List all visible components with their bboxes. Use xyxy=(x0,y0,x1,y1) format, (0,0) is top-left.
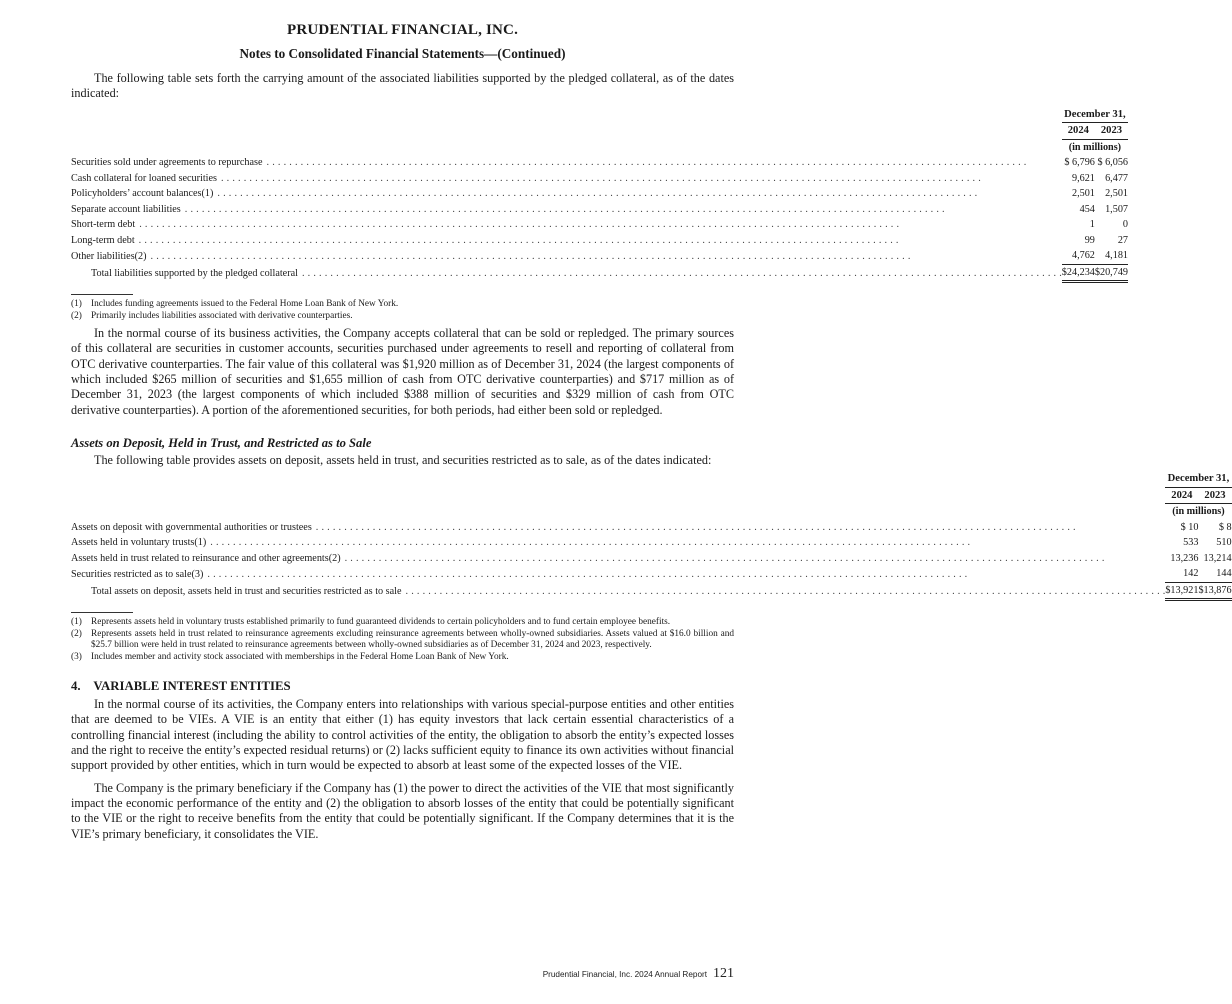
row-label: Assets held in voluntary trusts(1) xyxy=(71,537,207,549)
value-2023: 6,477 xyxy=(1105,172,1128,184)
assets-intro: The following table provides assets on deposit, assets held in trust, and securities restricted as to sale, as of the dates indicated: xyxy=(94,452,712,467)
row-label: Separate account liabilities xyxy=(71,203,181,215)
row-label: Short-term debt xyxy=(71,219,136,231)
value-2023: 2,501 xyxy=(1105,188,1128,200)
total-2023: $20,749 xyxy=(1095,264,1128,282)
page-subtitle: Notes to Consolidated Financial Statements—(Continued) xyxy=(239,46,566,61)
table-row xyxy=(71,551,1232,567)
assets-section-heading: Assets on Deposit, Held in Trust, and Restricted as to Sale xyxy=(71,435,372,450)
row-label: Other liabilities(2) xyxy=(71,250,147,262)
footnote-divider xyxy=(71,294,133,295)
table1-period-header: December 31, xyxy=(1062,107,1128,123)
table-row xyxy=(71,535,1232,551)
total-2023: $13,876 xyxy=(1198,582,1231,600)
value-2023: 1,507 xyxy=(1105,203,1128,215)
value-2023: 144 xyxy=(1198,566,1231,582)
table-row xyxy=(71,217,1128,233)
total-row xyxy=(71,582,1232,600)
company-title: PRUDENTIAL FINANCIAL, INC. xyxy=(286,22,519,38)
total-2024: $13,921 xyxy=(1165,582,1198,600)
table2-year-2024: 2024 xyxy=(1165,487,1198,504)
table1-year-2024: 2024 xyxy=(1062,123,1095,140)
value-2024: 99 xyxy=(1084,234,1095,246)
value-2023: $ 6,056 xyxy=(1097,157,1128,169)
table2-units: (in millions) xyxy=(1172,506,1225,518)
value-2024: 2,501 xyxy=(1071,188,1095,200)
value-2024: 9,621 xyxy=(1071,172,1095,184)
value-2024: 4,762 xyxy=(1062,248,1095,264)
footnote: (2) Primarily includes liabilities associated with derivative counterparties. xyxy=(71,310,353,321)
value-2024: $ 6,796 xyxy=(1064,157,1095,169)
footnote: (1) Includes funding agreements issued to the Federal Home Loan Bank of New York. xyxy=(71,299,399,310)
assets-on-deposit-table xyxy=(71,471,1232,601)
footer-report-name: Prudential Financial, Inc. 2024 Annual Report xyxy=(542,970,707,979)
vie-paragraph: In the normal course of its activities, the Company enters into relationships with various special-purpose entities and other entities that are deemed to be VIEs. A VIE is an entity that either (1) has equity investors that lack certain essential characteristics of a controlling financial interest (including the ability to control activities of the entity, the obligation to absorb the entity’s expected losses and the right to receive the entity’s expected residual returns) or (2) lacks sufficient equity to finance its own activities without financial support provided by other entities, which in turn would be expected to absorb at least some of the expected losses of the VIE. xyxy=(71,697,734,773)
page-footer xyxy=(543,966,734,982)
value-2023: 510 xyxy=(1216,537,1232,549)
value-2023: 13,214 xyxy=(1203,552,1232,564)
value-2024: $ 10 xyxy=(1180,521,1199,533)
total-row xyxy=(71,264,1128,282)
table-row xyxy=(71,566,1232,582)
total-label: Total assets on deposit, assets held in trust and securities restricted as to sale xyxy=(91,586,402,598)
collateral-paragraph: In the normal course of its business activities, the Company accepts collateral that can be sold or repledged. The primary sources of this collateral are securities in customer accounts, securities purchased under agreements to resell and reporting of collateral from OTC derivative counterparties. The fair value of this collateral was $1,920 million as of December 31, 2024 (the largest components of which included $265 million of securities and $1,655 million of cash from OTC derivative counterparties) and $717 million as of December 31, 2023 (the largest components of which included $388 million of securities and $329 million of cash from OTC derivative counterparties). A portion of the aforementioned securities, for both periods, had either been sold or repledged. xyxy=(71,326,734,417)
value-2023: 27 xyxy=(1117,234,1128,246)
table-row xyxy=(71,155,1128,171)
pledged-collateral-table xyxy=(71,107,1128,284)
value-2024: 13,236 xyxy=(1170,552,1199,564)
table2-period-header: December 31, xyxy=(1165,471,1231,487)
value-2024: 454 xyxy=(1079,203,1095,215)
table-row xyxy=(71,171,1128,187)
value-2023: 4,181 xyxy=(1095,248,1128,264)
total-label: Total liabilities supported by the pledged collateral xyxy=(91,268,298,280)
row-label: Securities sold under agreements to repurchase xyxy=(71,157,263,169)
value-2024: 533 xyxy=(1183,537,1199,549)
row-label: Assets on deposit with governmental authorities or trustees xyxy=(71,521,312,533)
table-row xyxy=(71,520,1232,536)
value-2023: $ 8 xyxy=(1218,521,1232,533)
row-label: Securities restricted as to sale(3) xyxy=(71,568,204,580)
table-row xyxy=(71,248,1128,264)
table1-units: (in millions) xyxy=(1068,141,1122,153)
footnote: (2) Represents assets held in trust related to reinsurance agreements excluding reinsurance agreements between wholly-owned subsidiaries. Assets valued at $16.0 billion and $25.7 billion were held in trust related to reinsurance agreements between wholly-owned subsidiaries as of December 31, 2024 and 2023, respectively. xyxy=(71,628,734,651)
value-2024: 1 xyxy=(1089,219,1095,231)
value-2023: 0 xyxy=(1122,219,1128,231)
table-row xyxy=(71,233,1128,249)
page-number: 121 xyxy=(713,966,734,981)
table2-year-2023: 2023 xyxy=(1198,487,1231,504)
footnote: (3) Includes member and activity stock associated with memberships in the Federal Home Loan Bank of New York. xyxy=(71,651,509,662)
value-2024: 142 xyxy=(1165,566,1198,582)
table1-year-2023: 2023 xyxy=(1095,123,1128,140)
table-row xyxy=(71,186,1128,202)
vie-paragraph: The Company is the primary beneficiary if the Company has (1) the power to direct the activities of the VIE that most significantly impact the economic performance of the entity and (2) the obligation to absorb losses of the entity that could be potentially significant to the VIE or the right to receive benefits from the entity that could be potentially significant. If the Company determines that it is the VIE’s primary beneficiary, it consolidates the VIE. xyxy=(71,780,734,841)
row-label: Cash collateral for loaned securities xyxy=(71,172,217,184)
row-label: Long-term debt xyxy=(71,234,135,246)
document-page xyxy=(71,0,1232,842)
total-2024: $24,234 xyxy=(1062,264,1095,282)
footnote-divider xyxy=(71,612,133,613)
row-label: Assets held in trust related to reinsurance and other agreements(2) xyxy=(71,552,341,564)
footnote: (1) Represents assets held in voluntary trusts established primarily to fund guaranteed dividends to certain policyholders and to fund certain employee benefits. xyxy=(71,617,671,628)
table1-intro: The following table sets forth the carrying amount of the associated liabilities supported by the pledged collateral, as of the dates indicated: xyxy=(71,71,734,101)
row-label: Policyholders’ account balances(1) xyxy=(71,188,214,200)
table-row xyxy=(71,202,1128,218)
vie-section-heading: 4. VARIABLE INTEREST ENTITIES xyxy=(71,679,291,694)
